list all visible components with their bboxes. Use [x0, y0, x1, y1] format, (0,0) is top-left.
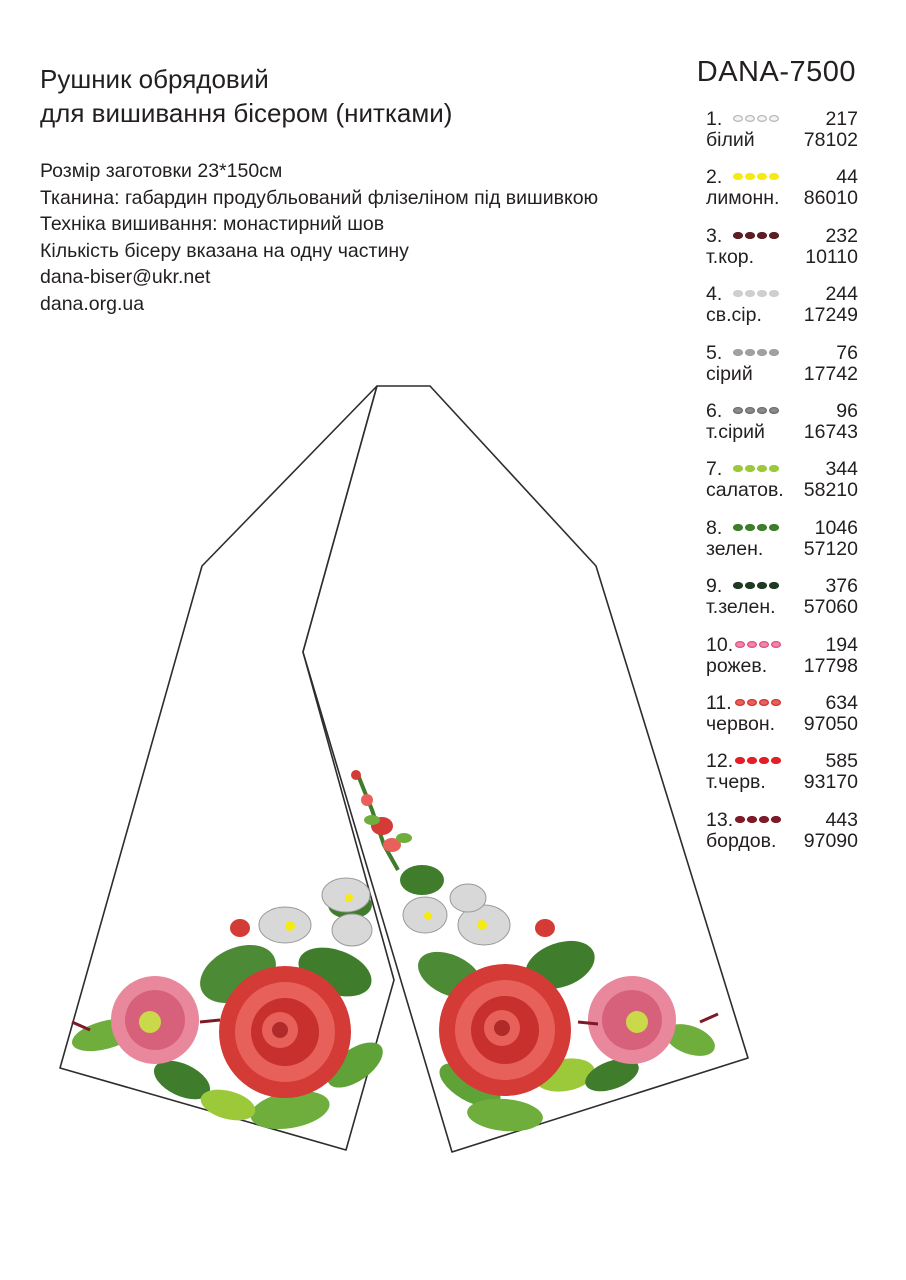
legend-color-name: св.сір.: [706, 304, 762, 327]
legend-bead-code: 10110: [805, 245, 858, 268]
legend-bead-code: 57060: [803, 596, 858, 619]
legend-bead-code: 17249: [803, 304, 858, 327]
legend-color-name: т.сірий: [706, 420, 765, 443]
legend-color-name: зелен.: [706, 537, 764, 560]
legend-bead-code: 78102: [803, 129, 858, 151]
legend-color-name: т.кор.: [706, 245, 755, 268]
legend-bead-code: 16743: [803, 420, 858, 443]
info-fabric: Тканина: габардин продубльований флізеліном під вишивкою: [40, 186, 599, 209]
legend-number: 4.: [706, 283, 723, 306]
legend-quantity: 44: [836, 166, 858, 189]
legend-quantity: 1046: [814, 516, 858, 539]
legend-color-name: бордов.: [706, 829, 777, 852]
legend-number: 11.: [706, 691, 732, 714]
legend-bead-code: 17798: [803, 654, 858, 677]
legend-color-name: білий: [706, 129, 755, 151]
legend-number: 2.: [706, 166, 723, 189]
info-website: dana.org.ua: [40, 292, 145, 315]
legend-number: 7.: [706, 458, 723, 481]
legend-bead-code: 97050: [803, 712, 858, 735]
legend-bead-code: 57120: [803, 537, 858, 560]
title-line-1: Рушник обрядовий: [40, 64, 269, 94]
legend-quantity: 194: [825, 633, 858, 656]
legend-quantity: 96: [836, 399, 858, 422]
legend-quantity: 376: [825, 575, 858, 598]
legend-bead-code: 97090: [803, 829, 858, 852]
legend-quantity: 344: [825, 458, 858, 481]
legend-quantity: 585: [825, 750, 858, 773]
legend-quantity: 232: [825, 224, 858, 247]
legend-bead-code: 17742: [803, 362, 858, 385]
legend-number: 3.: [706, 224, 723, 247]
legend-color-name: лимонн.: [706, 187, 780, 210]
product-code: DANA-7500: [696, 56, 856, 88]
legend-bead-code: 86010: [803, 187, 858, 210]
legend-color-name: т.зелен.: [706, 596, 776, 619]
title-line-2: для вишивання бісером (нитками): [40, 98, 453, 128]
legend-number: 6.: [706, 399, 723, 422]
legend-number: 5.: [706, 341, 723, 364]
legend-number: 12.: [706, 750, 734, 773]
info-size: Розмір заготовки 23*150см: [40, 160, 283, 182]
legend-number: 8.: [706, 516, 723, 539]
legend-quantity: 244: [825, 283, 858, 306]
legend-number: 10.: [706, 633, 734, 656]
legend-color-name: т.черв.: [706, 771, 766, 794]
info-quantity-note: Кількість бісеру вказана на одну частину: [40, 239, 409, 262]
legend-bead-code: 93170: [803, 771, 858, 794]
legend-color-name: сірий: [706, 362, 753, 385]
legend-quantity: 634: [825, 691, 858, 714]
legend-quantity: 76: [836, 341, 858, 364]
legend-number: 13.: [706, 808, 734, 831]
legend-number: 1.: [706, 108, 723, 130]
info-technique: Техніка вишивання: монастирний шов: [40, 213, 385, 235]
info-email: dana-biser@ukr.net: [40, 266, 211, 288]
legend-color-name: червон.: [706, 712, 776, 735]
legend-color-name: салатов.: [706, 479, 784, 502]
legend-quantity: 443: [825, 808, 858, 831]
legend-bead-code: 58210: [803, 479, 858, 502]
legend-quantity: 217: [825, 108, 858, 130]
legend-number: 9.: [706, 575, 723, 598]
legend-color-name: рожев.: [706, 654, 768, 677]
